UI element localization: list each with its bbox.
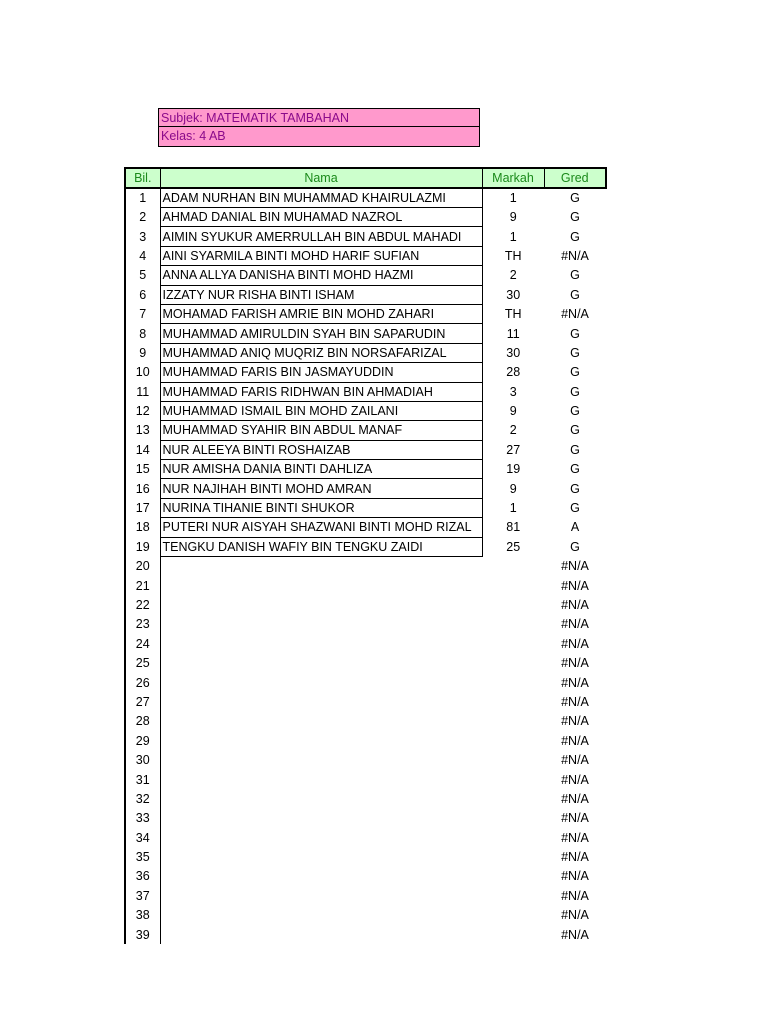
table-row: [125, 479, 606, 498]
cell-gred[interactable]: A: [570, 520, 580, 535]
cell-nama[interactable]: TENGKU DANISH WAFIY BIN TENGKU ZAIDI: [160, 537, 482, 556]
cell-markah[interactable]: [482, 809, 544, 828]
cell-gred[interactable]: G: [570, 345, 580, 360]
table-row: [125, 557, 606, 576]
cell-bil[interactable]: 16: [125, 479, 160, 498]
table-row: [125, 615, 606, 634]
table-row: [125, 518, 606, 537]
cell-nama[interactable]: NUR ALEEYA BINTI ROSHAIZAB: [160, 440, 482, 459]
subject-label: Subjek: MATEMATIK TAMBAHAN: [158, 108, 480, 127]
table-row: [125, 595, 606, 614]
cell-bil[interactable]: 34: [125, 828, 160, 847]
cell-markah[interactable]: 19: [506, 462, 521, 477]
cell-gred[interactable]: #N/A: [561, 656, 589, 671]
cell-markah[interactable]: [482, 692, 544, 711]
cell-bil[interactable]: 8: [125, 324, 160, 343]
cell-gred[interactable]: #N/A: [561, 850, 589, 865]
table-row: [125, 498, 606, 517]
cell-bil[interactable]: 14: [125, 440, 160, 459]
cell-bil[interactable]: 32: [125, 789, 160, 808]
cell-bil[interactable]: 21: [125, 576, 160, 595]
cell-gred[interactable]: #N/A: [561, 636, 589, 651]
table-row: [125, 363, 606, 382]
table-row: [125, 576, 606, 595]
cell-nama[interactable]: MUHAMMAD ANIQ MUQRIZ BIN NORSAFARIZAL: [160, 343, 482, 362]
cell-gred[interactable]: G: [570, 268, 580, 283]
cell-nama[interactable]: [160, 770, 482, 789]
cell-bil[interactable]: 9: [125, 343, 160, 362]
cell-nama[interactable]: [160, 731, 482, 750]
cell-gred[interactable]: G: [570, 481, 580, 496]
table-row: [125, 906, 606, 925]
cell-nama[interactable]: [160, 906, 482, 925]
cell-markah[interactable]: 2: [509, 268, 517, 283]
column-header-bil[interactable]: Bil.: [125, 168, 160, 188]
cell-gred[interactable]: #N/A: [561, 248, 589, 263]
table-row: [125, 208, 606, 227]
cell-gred[interactable]: #N/A: [561, 772, 589, 787]
table-row: [125, 634, 606, 653]
cell-nama[interactable]: PUTERI NUR AISYAH SHAZWANI BINTI MOHD RIZAL: [160, 518, 482, 537]
cell-nama[interactable]: [160, 886, 482, 905]
cell-nama[interactable]: [160, 557, 482, 576]
cell-markah[interactable]: [482, 867, 544, 886]
cell-nama[interactable]: MOHAMAD FARISH AMRIE BIN MOHD ZAHARI: [160, 304, 482, 323]
cell-bil[interactable]: 31: [125, 770, 160, 789]
cell-gred[interactable]: #N/A: [561, 714, 589, 729]
cell-markah[interactable]: [482, 828, 544, 847]
cell-gred[interactable]: G: [570, 326, 580, 341]
cell-nama[interactable]: AIMIN SYUKUR AMERRULLAH BIN ABDUL MAHADI: [160, 227, 482, 246]
cell-nama[interactable]: [160, 847, 482, 866]
cell-bil[interactable]: 30: [125, 750, 160, 769]
cell-nama[interactable]: ADAM NURHAN BIN MUHAMMAD KHAIRULAZMI: [160, 188, 482, 208]
cell-markah[interactable]: [482, 576, 544, 595]
table-row: [125, 460, 606, 479]
cell-markah[interactable]: [482, 770, 544, 789]
cell-markah[interactable]: 9: [509, 210, 517, 225]
cell-markah[interactable]: [482, 731, 544, 750]
cell-nama[interactable]: [160, 712, 482, 731]
cell-gred[interactable]: G: [570, 210, 580, 225]
cell-gred[interactable]: #N/A: [561, 675, 589, 690]
table-row: [125, 421, 606, 440]
cell-bil[interactable]: 38: [125, 906, 160, 925]
cell-gred[interactable]: #N/A: [561, 811, 589, 826]
cell-bil[interactable]: 27: [125, 692, 160, 711]
cell-bil[interactable]: 10: [125, 363, 160, 382]
cell-markah[interactable]: [482, 847, 544, 866]
cell-markah[interactable]: [482, 789, 544, 808]
cell-markah[interactable]: 1: [509, 191, 517, 206]
cell-nama[interactable]: IZZATY NUR RISHA BINTI ISHAM: [160, 285, 482, 304]
cell-bil[interactable]: 3: [125, 227, 160, 246]
cell-nama[interactable]: MUHAMMAD AMIRULDIN SYAH BIN SAPARUDIN: [160, 324, 482, 343]
cell-gred[interactable]: #N/A: [561, 598, 589, 612]
cell-bil[interactable]: 29: [125, 731, 160, 750]
cell-nama[interactable]: [160, 809, 482, 828]
table-row: [125, 692, 606, 711]
cell-nama[interactable]: [160, 925, 482, 944]
table-row: [125, 925, 606, 944]
table-header-row: [125, 168, 606, 188]
cell-bil[interactable]: 24: [125, 634, 160, 653]
cell-markah[interactable]: 30: [506, 345, 521, 360]
cell-bil[interactable]: 25: [125, 653, 160, 672]
cell-markah[interactable]: TH: [504, 248, 522, 263]
cell-gred[interactable]: G: [570, 287, 580, 302]
cell-gred[interactable]: #N/A: [561, 307, 589, 322]
cell-bil[interactable]: 15: [125, 460, 160, 479]
cell-bil[interactable]: 4: [125, 246, 160, 265]
cell-markah[interactable]: 1: [509, 501, 517, 516]
table-row: [125, 867, 606, 886]
table-row: [125, 712, 606, 731]
cell-bil[interactable]: 33: [125, 809, 160, 828]
table-row: [125, 324, 606, 343]
table-row: [125, 246, 606, 265]
cell-gred[interactable]: G: [570, 229, 580, 244]
cell-gred[interactable]: G: [570, 191, 580, 206]
cell-markah[interactable]: [482, 906, 544, 925]
cell-nama[interactable]: [160, 750, 482, 769]
cell-bil[interactable]: 2: [125, 208, 160, 227]
cell-nama[interactable]: ANNA ALLYA DANISHA BINTI MOHD HAZMI: [160, 266, 482, 285]
table-row: [125, 789, 606, 808]
cell-markah[interactable]: [482, 557, 544, 576]
cell-bil[interactable]: 28: [125, 712, 160, 731]
cell-gred[interactable]: #N/A: [561, 888, 589, 903]
cell-nama[interactable]: MUHAMMAD SYAHIR BIN ABDUL MANAF: [160, 421, 482, 440]
cell-bil[interactable]: 37: [125, 886, 160, 905]
table-row: [125, 828, 606, 847]
cell-gred[interactable]: G: [570, 404, 580, 419]
cell-markah[interactable]: TH: [504, 307, 522, 322]
cell-bil[interactable]: 36: [125, 867, 160, 886]
table-row: [125, 227, 606, 246]
cell-bil[interactable]: 12: [125, 401, 160, 420]
cell-bil[interactable]: 5: [125, 266, 160, 285]
cell-markah[interactable]: 2: [509, 423, 517, 438]
cell-markah[interactable]: [482, 750, 544, 769]
cell-gred[interactable]: G: [570, 423, 580, 438]
cell-gred[interactable]: #N/A: [561, 617, 589, 632]
cell-nama[interactable]: [160, 673, 482, 692]
cell-markah[interactable]: [482, 634, 544, 653]
column-header-nama[interactable]: Nama: [160, 168, 482, 188]
table-row: [125, 304, 606, 323]
cell-nama[interactable]: [160, 789, 482, 808]
cell-markah[interactable]: 3: [509, 384, 517, 399]
cell-gred[interactable]: G: [570, 462, 580, 477]
cell-nama[interactable]: AHMAD DANIAL BIN MUHAMAD NAZROL: [160, 208, 482, 227]
cell-markah[interactable]: 9: [509, 481, 517, 496]
table-row: [125, 440, 606, 459]
cell-gred[interactable]: G: [570, 384, 580, 399]
cell-bil[interactable]: 18: [125, 518, 160, 537]
cell-nama[interactable]: [160, 615, 482, 634]
cell-nama[interactable]: [160, 653, 482, 672]
class-label: Kelas: 4 AB: [158, 127, 480, 147]
cell-gred[interactable]: G: [570, 365, 580, 380]
cell-markah[interactable]: [482, 925, 544, 944]
cell-markah[interactable]: [482, 615, 544, 634]
cell-nama[interactable]: MUHAMMAD FARIS RIDHWAN BIN AHMADIAH: [160, 382, 482, 401]
cell-markah[interactable]: [482, 712, 544, 731]
cell-bil[interactable]: 26: [125, 673, 160, 692]
cell-gred[interactable]: #N/A: [561, 791, 589, 806]
table-row: [125, 266, 606, 285]
cell-markah[interactable]: 9: [509, 404, 517, 419]
cell-gred[interactable]: #N/A: [561, 733, 589, 748]
cell-nama[interactable]: [160, 692, 482, 711]
cell-nama[interactable]: NUR AMISHA DANIA BINTI DAHLIZA: [160, 460, 482, 479]
cell-nama[interactable]: NUR NAJIHAH BINTI MOHD AMRAN: [160, 479, 482, 498]
cell-markah[interactable]: [482, 653, 544, 672]
cell-markah[interactable]: [482, 673, 544, 692]
cell-nama[interactable]: [160, 828, 482, 847]
cell-nama[interactable]: [160, 867, 482, 886]
table-row: [125, 537, 606, 556]
cell-nama[interactable]: [160, 576, 482, 595]
table-row: [125, 401, 606, 420]
cell-markah[interactable]: 28: [506, 365, 521, 380]
cell-gred[interactable]: #N/A: [561, 830, 589, 845]
cell-markah[interactable]: 1: [509, 229, 517, 244]
cell-bil[interactable]: 7: [125, 304, 160, 323]
table-row: [125, 731, 606, 750]
cell-nama[interactable]: [160, 634, 482, 653]
table-body: [125, 188, 606, 944]
cell-gred[interactable]: #N/A: [561, 927, 589, 942]
cell-markah[interactable]: 11: [506, 326, 520, 341]
cell-gred[interactable]: #N/A: [561, 869, 589, 884]
cell-bil[interactable]: 6: [125, 285, 160, 304]
cell-nama[interactable]: MUHAMMAD FARIS BIN JASMAYUDDIN: [160, 363, 482, 382]
cell-gred[interactable]: #N/A: [561, 694, 589, 709]
cell-markah[interactable]: 81: [506, 520, 521, 535]
cell-nama[interactable]: NURINA TIHANIE BINTI SHUKOR: [160, 498, 482, 517]
cell-bil[interactable]: 17: [125, 498, 160, 517]
table-row: [125, 285, 606, 304]
cell-gred[interactable]: #N/A: [561, 578, 589, 593]
table-row: [125, 653, 606, 672]
cell-gred[interactable]: G: [570, 539, 580, 554]
cell-markah[interactable]: 30: [506, 287, 521, 302]
cell-markah[interactable]: 27: [506, 442, 521, 457]
marks-table: [124, 167, 607, 944]
cell-gred[interactable]: G: [570, 501, 580, 516]
table-row: [125, 770, 606, 789]
cell-bil[interactable]: 11: [125, 382, 160, 401]
cell-gred[interactable]: #N/A: [561, 908, 589, 923]
table-row: [125, 343, 606, 362]
cell-bil[interactable]: 22: [125, 595, 160, 614]
cell-bil[interactable]: 39: [125, 925, 160, 944]
table-row: [125, 847, 606, 866]
table-row: [125, 188, 606, 208]
cell-markah[interactable]: [482, 886, 544, 905]
table-row: [125, 673, 606, 692]
table-row: [125, 382, 606, 401]
cell-gred[interactable]: G: [570, 442, 580, 457]
cell-gred[interactable]: #N/A: [561, 753, 589, 768]
column-header-markah[interactable]: Markah: [482, 168, 544, 188]
cell-bil[interactable]: 35: [125, 847, 160, 866]
cell-bil[interactable]: 13: [125, 421, 160, 440]
cell-nama[interactable]: AINI SYARMILA BINTI MOHD HARIF SUFIAN: [160, 246, 482, 265]
cell-bil[interactable]: 19: [125, 537, 160, 556]
cell-bil[interactable]: 1: [125, 188, 160, 208]
cell-nama[interactable]: [160, 595, 482, 614]
cell-nama[interactable]: MUHAMMAD ISMAIL BIN MOHD ZAILANI: [160, 401, 482, 420]
table-row: [125, 750, 606, 769]
column-header-gred[interactable]: Gred: [544, 168, 606, 188]
cell-gred[interactable]: #N/A: [561, 559, 589, 574]
table-row: [125, 809, 606, 828]
table-row: [125, 886, 606, 905]
cell-markah[interactable]: 25: [506, 539, 521, 554]
cell-markah[interactable]: [482, 595, 544, 614]
cell-bil[interactable]: 20: [125, 557, 160, 576]
cell-bil[interactable]: 23: [125, 615, 160, 634]
